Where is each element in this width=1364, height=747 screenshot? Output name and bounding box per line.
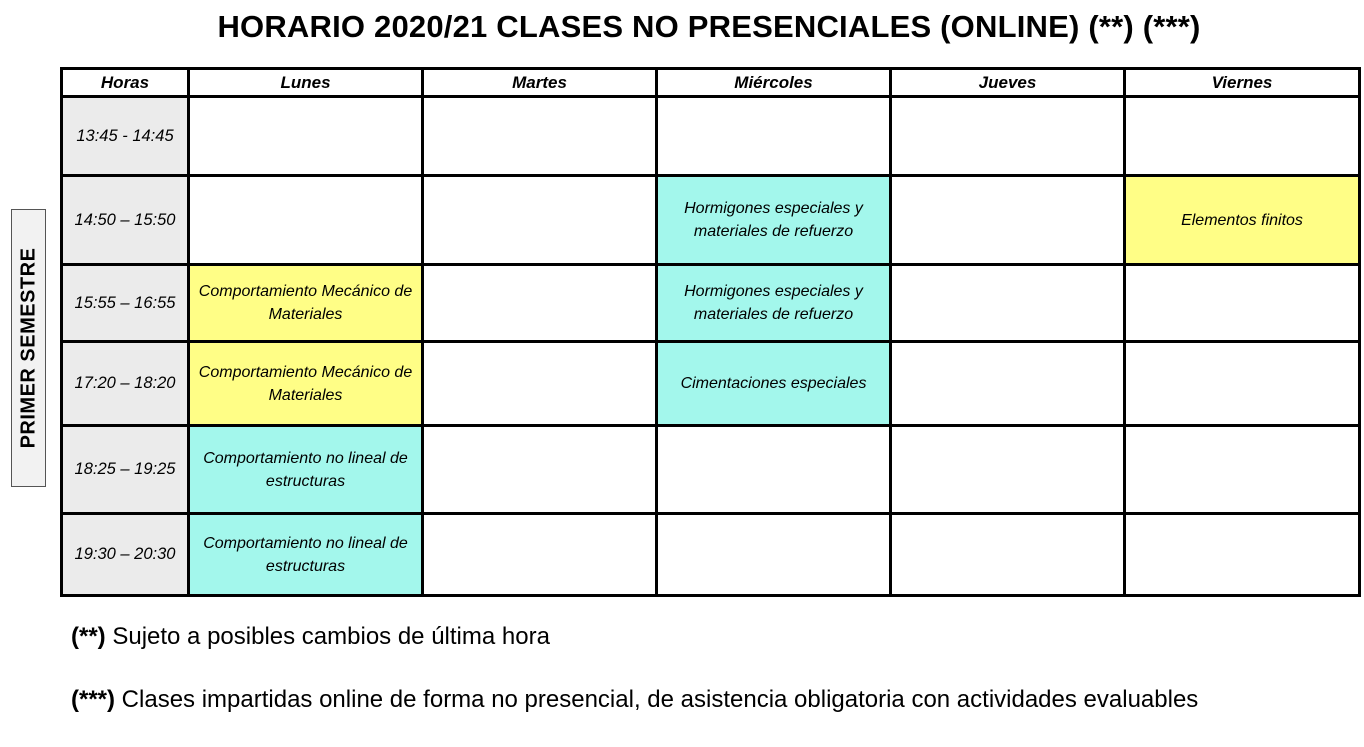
footnote-text: Sujeto a posibles cambios de última hora (105, 623, 550, 650)
class-cell (891, 342, 1125, 426)
class-cell (423, 426, 657, 514)
class-cell (657, 514, 891, 596)
class-cell (423, 342, 657, 426)
class-cell (189, 97, 423, 176)
class-cell (423, 97, 657, 176)
semester-label: PRIMER SEMESTRE (17, 247, 39, 449)
class-cell: Hormigones especiales y materiales de refuerzo (657, 176, 891, 265)
class-cell (657, 97, 891, 176)
class-cell (891, 97, 1125, 176)
class-cell (657, 426, 891, 514)
header-horas: Horas (62, 69, 189, 97)
class-cell: Comportamiento no lineal de estructuras (189, 514, 423, 596)
class-cell (423, 514, 657, 596)
class-cell: Hormigones especiales y materiales de refuerzo (657, 265, 891, 342)
schedule-table (60, 67, 1361, 597)
hour-cell: 18:25 – 19:25 (62, 426, 189, 514)
table-row (62, 514, 1360, 596)
semester-label-box (11, 209, 46, 487)
hour-cell: 17:20 – 18:20 (62, 342, 189, 426)
hour-cell: 14:50 – 15:50 (62, 176, 189, 265)
footnote-changes (71, 623, 550, 651)
table-row (62, 97, 1360, 176)
class-cell (1125, 342, 1360, 426)
footnote-marker: (**) (71, 623, 106, 650)
footnote-online (71, 686, 1198, 714)
class-cell (423, 176, 657, 265)
class-cell: Elementos finitos (1125, 176, 1360, 265)
class-cell (423, 265, 657, 342)
class-cell: Cimentaciones especiales (657, 342, 891, 426)
class-cell (891, 265, 1125, 342)
header-lunes: Lunes (189, 69, 423, 97)
class-cell (891, 426, 1125, 514)
footnote-text: Clases impartidas online de forma no presencial, de asistencia obligatoria con actividades evaluables (115, 686, 1199, 713)
header-martes: Martes (423, 69, 657, 97)
header-row (62, 69, 1360, 97)
class-cell (1125, 426, 1360, 514)
class-cell (1125, 265, 1360, 342)
table-row (62, 265, 1360, 342)
header-viernes: Viernes (1125, 69, 1360, 97)
table-row (62, 342, 1360, 426)
hour-cell: 13:45 - 14:45 (62, 97, 189, 176)
class-cell (1125, 97, 1360, 176)
header-jueves: Jueves (891, 69, 1125, 97)
page-title: HORARIO 2020/21 CLASES NO PRESENCIALES (ONLINE) (**) (***) (217, 9, 1201, 44)
class-cell: Comportamiento Mecánico de Materiales (189, 342, 423, 426)
class-cell: Comportamiento Mecánico de Materiales (189, 265, 423, 342)
class-cell (891, 514, 1125, 596)
hour-cell: 15:55 – 16:55 (62, 265, 189, 342)
class-cell: Comportamiento no lineal de estructuras (189, 426, 423, 514)
table-row (62, 176, 1360, 265)
table-row (62, 426, 1360, 514)
hour-cell: 19:30 – 20:30 (62, 514, 189, 596)
header-miercoles: Miércoles (657, 69, 891, 97)
class-cell (189, 176, 423, 265)
footnote-marker: (***) (71, 686, 116, 713)
class-cell (891, 176, 1125, 265)
class-cell (1125, 514, 1360, 596)
